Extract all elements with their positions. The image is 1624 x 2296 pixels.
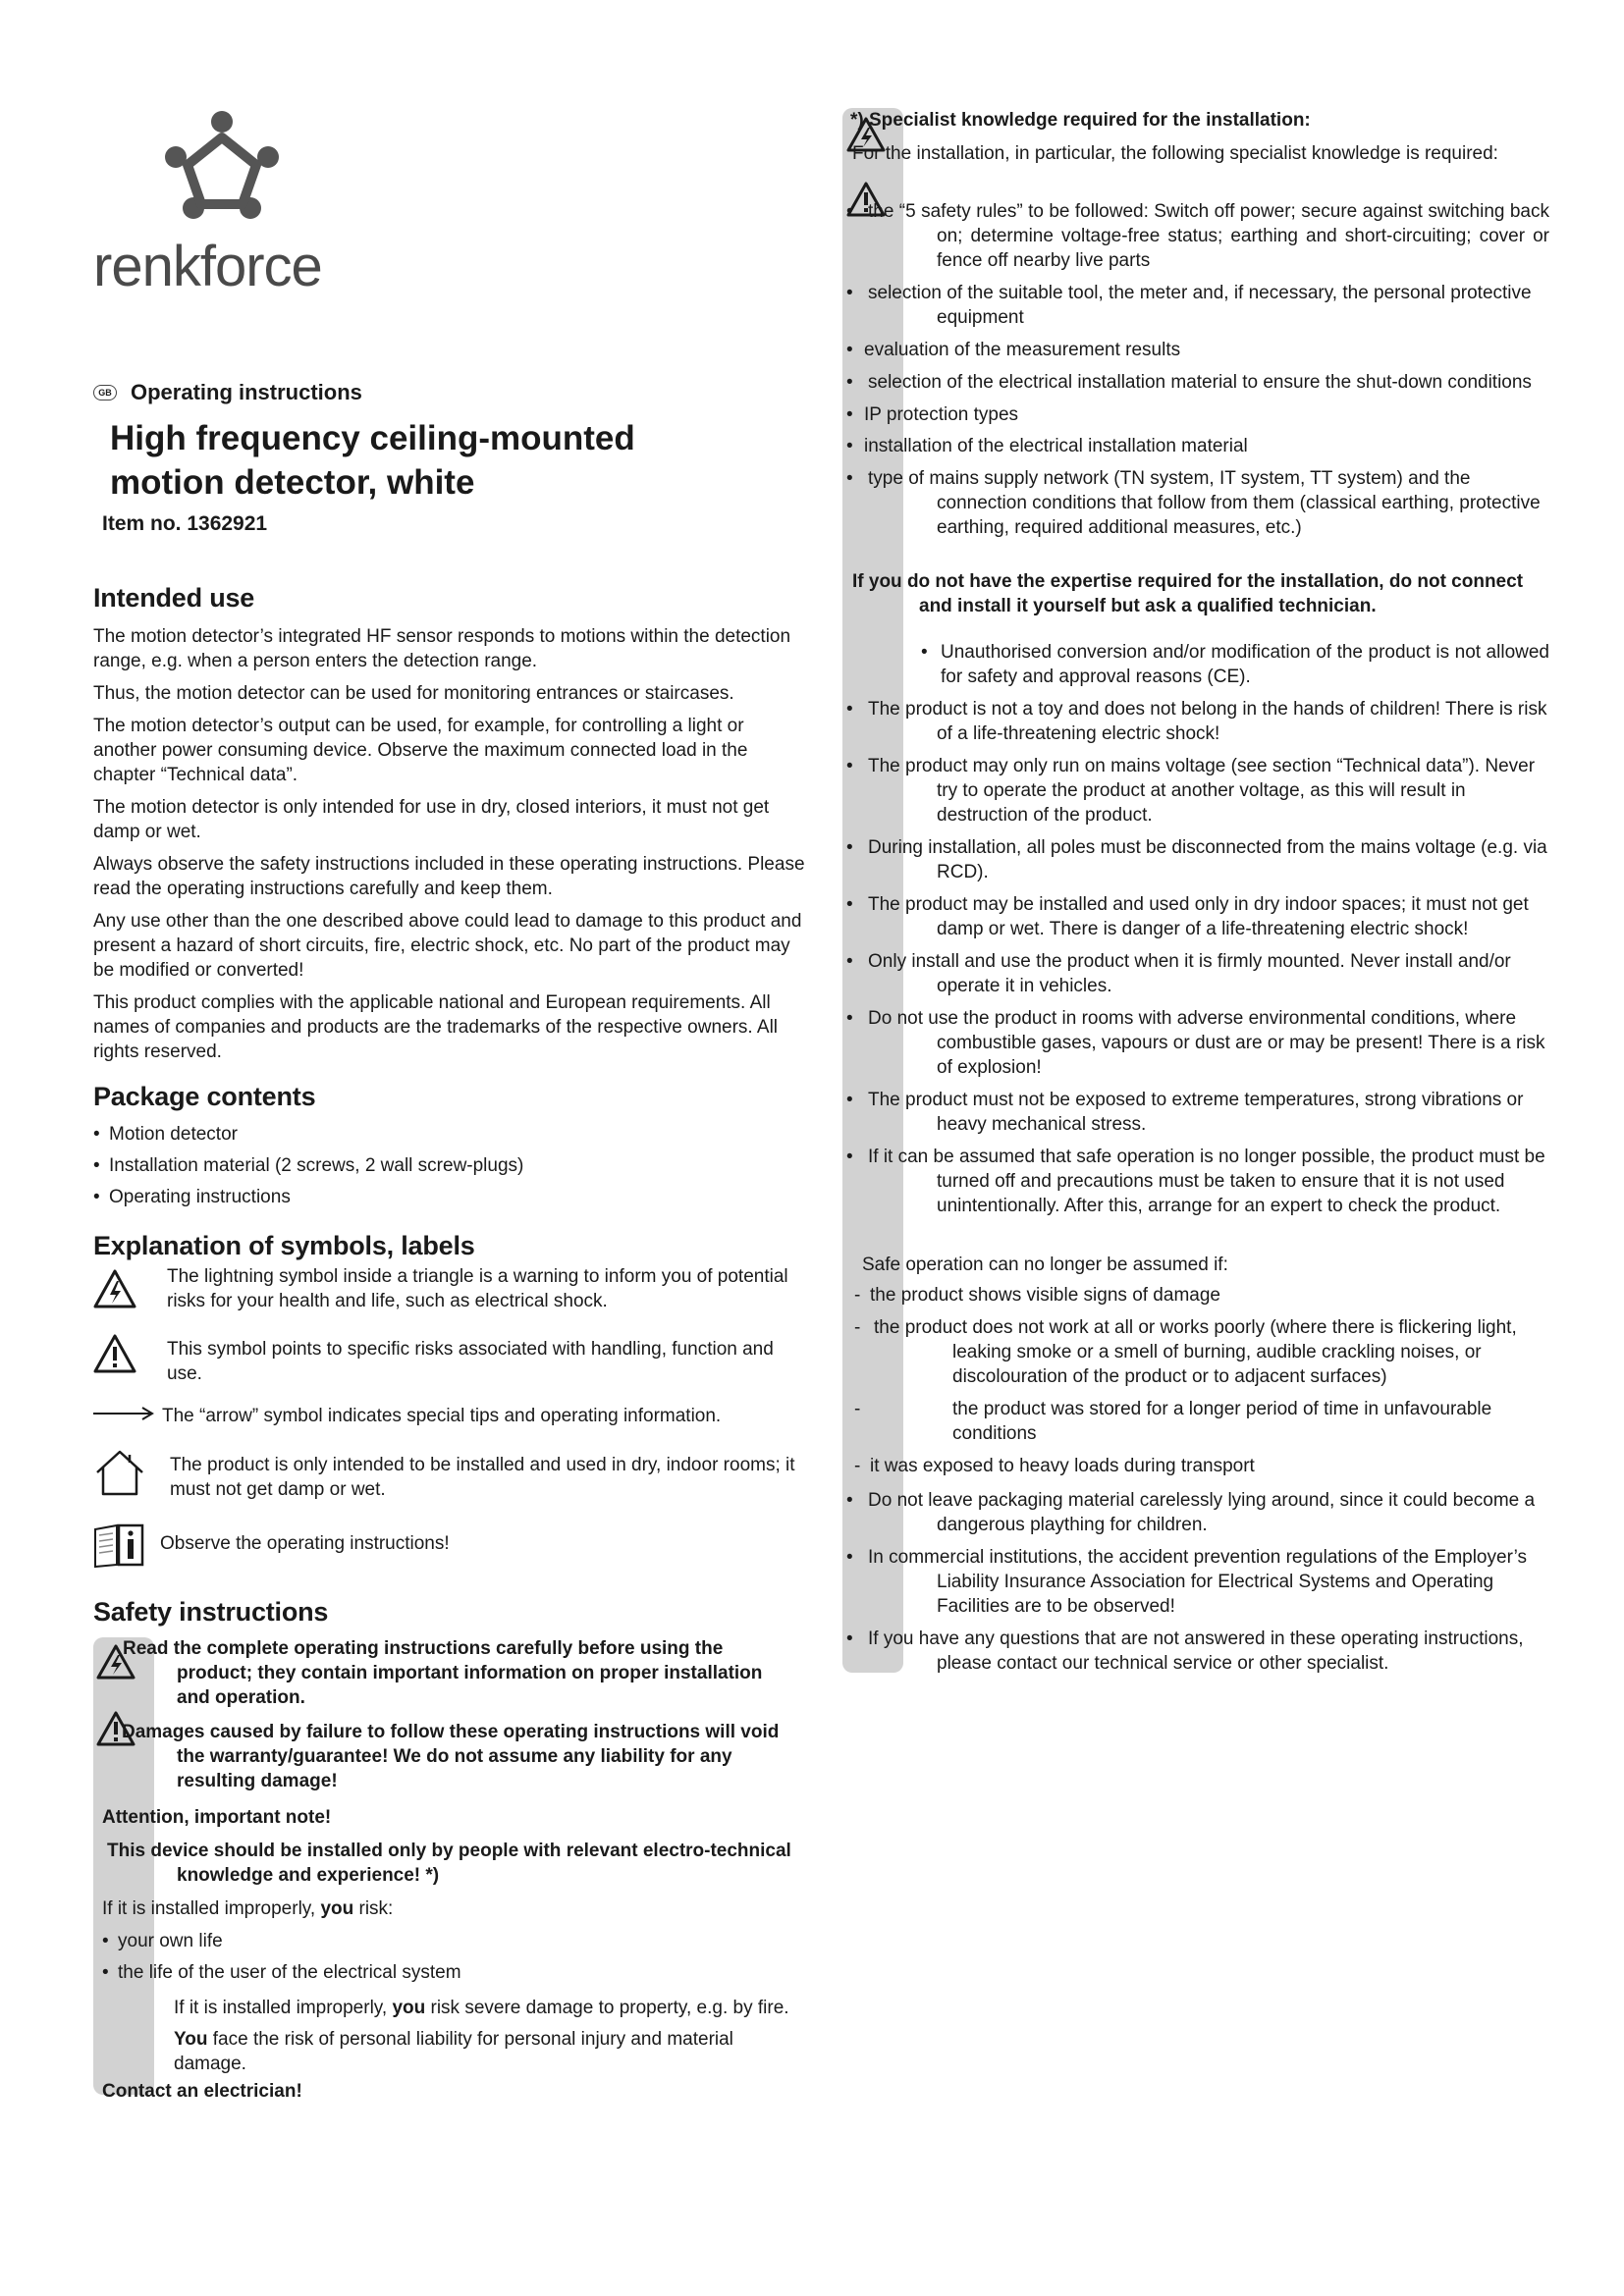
list-item: • The product may be installed and used only in dry indoor spaces; it must not get damp or wet. There is danger of a life-threatening electric shock!: [846, 894, 1529, 939]
specialist-heading: *) Specialist knowledge required for the installation:: [850, 110, 1311, 131]
list-item: • installation of the electrical installation material: [846, 436, 1248, 456]
device-note: This device should be installed only by people with relevant electro-technical knowledge and experience! *): [107, 1841, 791, 1886]
lightning-symbol-text: The lightning symbol inside a triangle is a warning to inform you of potential risks for your health and life, such as electrical shock.: [167, 1266, 788, 1311]
list-item: • the “5 safety rules” to be followed: Switch off power; secure against switching back on; determine voltage-free status; earthing and short-circuiting; cover or fence off nearby live parts: [846, 201, 1549, 271]
intended-use-paragraph: The motion detector is only intended for use in dry, closed interiors, it must not get damp or wet.: [93, 797, 770, 842]
arrow-icon: [93, 1406, 154, 1421]
language-badge: GB: [93, 385, 117, 400]
safe-operation-intro: Safe operation can no longer be assumed if:: [862, 1255, 1228, 1275]
risk-intro: If it is installed improperly, you risk:: [102, 1898, 394, 1919]
list-item: • your own life: [102, 1929, 789, 1953]
intended-use-paragraph: This product complies with the applicable national and European requirements. All names of companies and products are the trademarks of the respective owners. All rights reserved.: [93, 992, 779, 1062]
final-rules-list: [846, 1488, 1549, 1676]
house-icon: [93, 1449, 146, 1496]
house-symbol-text: The product is only intended to be installed and used in dry, indoor rooms; it must not get damp or wet.: [170, 1455, 795, 1500]
manual-icon: [93, 1522, 146, 1569]
list-item: • The product is not a toy and does not belong in the hands of children! There is risk of a life-threatening electric shock!: [846, 699, 1547, 744]
list-item: • Do not use the product in rooms with adverse environmental conditions, where combustible gases, vapours or dust are or may be present! There is a risk of explosion!: [846, 1008, 1545, 1078]
list-item: • Only install and use the product when it is firmly mounted. Never install and/or operate it in vehicles.: [846, 951, 1511, 996]
list-item: • the life of the user of the electrical system: [102, 1960, 789, 1985]
list-item: • During installation, all poles must be disconnected from the mains voltage (e.g. via RCD).: [846, 837, 1547, 882]
list-item: • IP protection types: [846, 404, 1019, 425]
list-item: • The product must not be exposed to extreme temperatures, strong vibrations or heavy mechanical stress.: [846, 1090, 1524, 1135]
unauthorised-note: • Unauthorised conversion and/or modification of the product is not allowed for safety and approval reasons (CE).: [921, 642, 1549, 687]
list-item: - the product does not work at all or works poorly (where there is flickering light, leaking smoke or a smell of burning, audible crackling noises, or discolouration of the product or to adjacent surfaces): [854, 1317, 1517, 1387]
intended-use-paragraph: The motion detector’s integrated HF sensor responds to motions within the detection range, e.g. when a person enters the detection range.: [93, 626, 791, 671]
list-item: • If it can be assumed that safe operation is no longer possible, the product must be turned off and precautions must be taken to ensure that it is not used unintentionally. After this, arrange for an expert to check the product.: [846, 1147, 1545, 1216]
lightning-warning-icon: [93, 1268, 136, 1309]
intended-use-heading: Intended use: [93, 583, 255, 613]
specialist-intro: For the installation, in particular, the following specialist knowledge is required:: [852, 143, 1498, 164]
safety-heading: Safety instructions: [93, 1597, 329, 1627]
list-item: • If you have any questions that are not answered in these operating instructions, please contact our technical service or other specialist.: [846, 1629, 1524, 1674]
exclamation-symbol-text: This symbol points to specific risks associated with handling, function and use.: [167, 1339, 774, 1384]
safety-damages-text: Damages caused by failure to follow these operating instructions will void the warranty/guarantee! We do not assume any liability for any resulting damage!: [122, 1722, 780, 1791]
package-contents-list: [93, 1122, 805, 1209]
intended-use-paragraph: Any use other than the one described above could lead to damage to this product and present a hazard of short circuits, fire, electric shock, etc. No part of the product may be modified or converted!: [93, 911, 802, 981]
item-number: Item no. 1362921: [102, 512, 268, 535]
doc-type: Operating instructions: [131, 380, 362, 404]
attention-note: Attention, important note!: [102, 1807, 332, 1828]
list-item: - it was exposed to heavy loads during transport: [854, 1456, 1255, 1476]
liability-text: You face the risk of personal liability for personal injury and material damage.: [174, 2029, 733, 2074]
exclamation-warning-icon: [93, 1333, 136, 1374]
contact-electrician: Contact an electrician!: [102, 2081, 302, 2102]
intended-use-paragraph: The motion detector’s output can be used, for example, for controlling a light or another power consuming device. Observe the maximum connected load in the chapter “Technical data”.: [93, 716, 748, 785]
title-line-2: motion detector, white: [110, 463, 475, 502]
symbols-heading: Explanation of symbols, labels: [93, 1231, 475, 1260]
list-item: • Motion detector: [93, 1122, 805, 1147]
package-contents-heading: Package contents: [93, 1082, 316, 1111]
intended-use-paragraph: Always observe the safety instructions included in these operating instructions. Please read the operating instructions carefully and keep them.: [93, 854, 805, 899]
list-item: - the product shows visible signs of damage: [854, 1285, 1220, 1306]
risk-list: [102, 1929, 789, 1985]
list-item: - the product was stored for a longer period of time in unfavourable conditions: [854, 1399, 1492, 1444]
intended-use-paragraph: Thus, the motion detector can be used for monitoring entrances or staircases.: [93, 683, 734, 704]
list-item: • selection of the suitable tool, the meter and, if necessary, the personal protective equipment: [846, 283, 1532, 328]
list-item: • Installation material (2 screws, 2 wall screw-plugs): [93, 1153, 805, 1178]
list-item: • selection of the electrical installation material to ensure the shut-down conditions: [846, 372, 1532, 393]
expertise-note: If you do not have the expertise required for the installation, do not connect and install it yourself but ask a qualified technician.: [852, 571, 1524, 616]
intended-use-text: [93, 624, 805, 1064]
list-item: • evaluation of the measurement results: [846, 340, 1181, 360]
list-item: • type of mains supply network (TN system, IT system, TT system) and the connection conditions that follow from them (classical earthing, protective earthing, required additional measures, etc.): [846, 468, 1541, 538]
property-risk-text: If it is installed improperly, you risk severe damage to property, e.g. by fire.: [174, 1998, 789, 2018]
product-title: [110, 416, 635, 505]
list-item: • The product may only run on mains voltage (see section “Technical data”). Never try to operate the product at another voltage, as this will result in destruction of the product.: [846, 756, 1536, 826]
manual-symbol-text: Observe the operating instructions!: [160, 1533, 450, 1554]
safe-operation-list: [854, 1283, 1549, 1478]
brand-name: renkforce: [93, 235, 322, 298]
title-line-1: High frequency ceiling-mounted: [110, 419, 635, 457]
arrow-symbol-text: The “arrow” symbol indicates special tips and operating information.: [162, 1406, 722, 1426]
specialist-list: [846, 199, 1549, 540]
list-item: • In commercial institutions, the accident prevention regulations of the Employer’s Liability Insurance Association for Electrical Systems and Operating Facilities are to be observed!: [846, 1547, 1527, 1617]
renkforce-logo-icon: [158, 110, 286, 226]
list-item: • Operating instructions: [93, 1185, 805, 1209]
rules-list: [846, 697, 1549, 1218]
list-item: • Do not leave packaging material carelessly lying around, since it could become a dangerous plaything for children.: [846, 1490, 1536, 1535]
safety-read-text: Read the complete operating instructions carefully before using the product; they contain important information on proper installation and operation.: [123, 1638, 763, 1708]
